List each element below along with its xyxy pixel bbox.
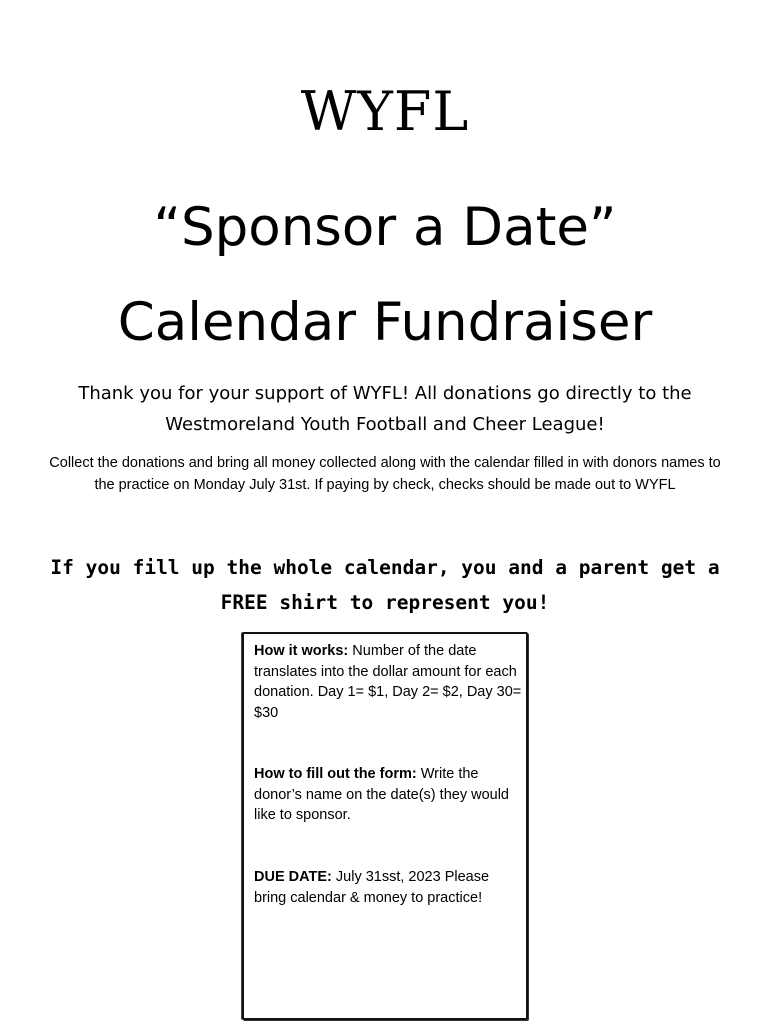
due-date-body: July 31sst, 2023 Please bring calendar & money to practice!	[254, 869, 490, 906]
how-to-fill-heading: How to fill out the form:	[254, 766, 417, 782]
due-date-heading: DUE DATE:	[254, 869, 332, 885]
main-title-line-1: “Sponsor a Date”	[153, 197, 617, 258]
due-date-section	[254, 867, 522, 908]
org-title: WYFL	[300, 80, 470, 143]
thank-you-text: Thank you for your support of WYFL! All donations go directly to the Westmoreland Youth Football and Cheer League!	[78, 383, 692, 435]
how-to-fill-section	[254, 764, 522, 826]
collection-instructions: Collect the donations and bring all money collected along with the calendar filled in with donors names to the practice on Monday July 31st. If paying by check, checks should be made out to WYFL	[49, 455, 721, 493]
free-shirt-offer: If you fill up the whole calendar, you and a parent get a FREE shirt to represent you!	[50, 556, 720, 614]
how-to-fill-body: Write the donor’s name on the date(s) they would like to sponsor.	[254, 766, 509, 823]
how-it-works-section	[254, 641, 522, 723]
how-it-works-heading: How it works:	[254, 643, 349, 659]
how-it-works-body: Number of the date translates into the dollar amount for each donation. Day 1= $1, Day 2= $2, Day 30= $30	[254, 643, 522, 721]
info-box	[242, 632, 528, 1020]
main-title-line-2: Calendar Fundraiser	[117, 292, 653, 353]
